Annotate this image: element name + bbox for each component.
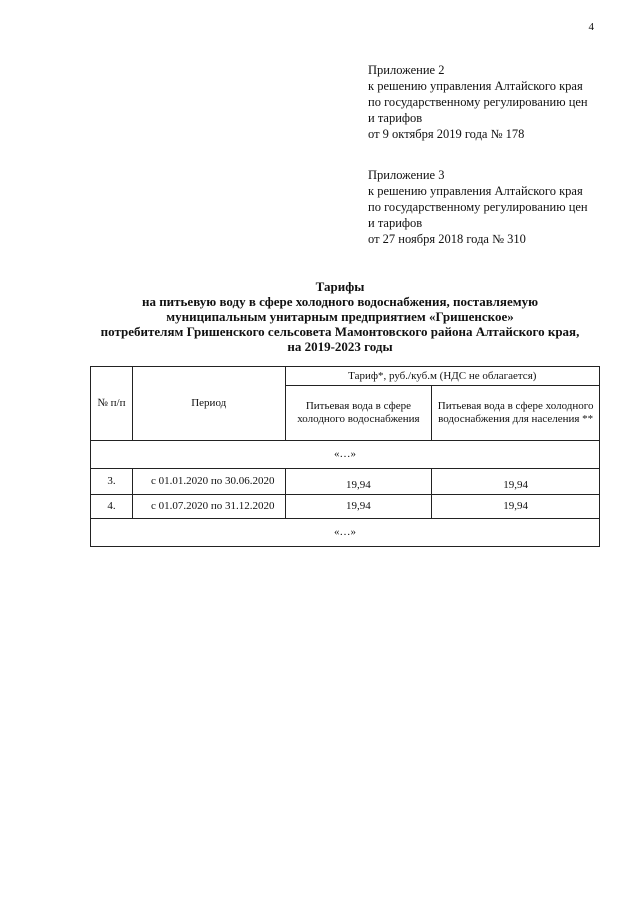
appendix-3-line: по государственному регулированию цен xyxy=(368,200,588,214)
row-general-tariff: 19,94 xyxy=(285,495,432,519)
appendix-3-line: от 27 ноября 2018 года № 310 xyxy=(368,232,526,246)
row-population-tariff: 19,94 xyxy=(432,495,600,519)
row-period: с 01.07.2020 по 31.12.2020 xyxy=(132,495,285,519)
row-general-tariff: 19,94 xyxy=(285,469,432,495)
title-line: муниципальным унитарным предприятием «Гришенское» xyxy=(166,309,514,324)
title-line: на 2019-2023 годы xyxy=(287,339,393,354)
appendix-2-line: от 9 октября 2019 года № 178 xyxy=(368,127,525,141)
row-period: с 01.01.2020 по 30.06.2020 xyxy=(132,469,285,495)
header-general: Питьевая вода в сфере холодного водоснабжения xyxy=(285,386,432,441)
document-title xyxy=(80,279,600,354)
row-num: 3. xyxy=(91,469,133,495)
tariff-table xyxy=(90,366,600,547)
header-tariff-group: Тариф*, руб./куб.м (НДС не облагается) xyxy=(285,367,599,386)
appendix-2-line: по государственному регулированию цен xyxy=(368,95,588,109)
appendix-3-line: и тарифов xyxy=(368,216,423,230)
table-ellipsis-row xyxy=(91,519,600,547)
row-population-tariff: 19,94 xyxy=(432,469,600,495)
table-ellipsis-row xyxy=(91,441,600,469)
title-line: на питьевую воду в сфере холодного водоснабжения, поставляемую xyxy=(141,294,539,309)
appendix-2-line: и тарифов xyxy=(368,111,423,125)
appendix-2-line: к решению управления Алтайского края xyxy=(368,79,583,93)
row-num: 4. xyxy=(91,495,133,519)
page-number: 4 xyxy=(588,21,594,33)
ellipsis-top: «…» xyxy=(91,441,600,469)
appendix-3-header xyxy=(368,167,588,247)
header-num: № п/п xyxy=(91,367,133,441)
appendix-3-line: к решению управления Алтайского края xyxy=(368,184,583,198)
ellipsis-bottom: «…» xyxy=(91,519,600,547)
appendix-3-line: Приложение 3 xyxy=(368,168,445,182)
header-period: Период xyxy=(132,367,285,441)
table-row xyxy=(91,495,600,519)
title-line: потребителям Гришенского сельсовета Мамонтовского района Алтайского края, xyxy=(100,324,580,339)
header-population: Питьевая вода в сфере холодного водоснабжения для населения ** xyxy=(432,386,600,441)
title-line: Тарифы xyxy=(315,279,365,294)
appendix-2-header xyxy=(368,62,588,142)
table-header-row xyxy=(91,367,600,386)
table-row xyxy=(91,469,600,495)
appendix-2-line: Приложение 2 xyxy=(368,63,445,77)
